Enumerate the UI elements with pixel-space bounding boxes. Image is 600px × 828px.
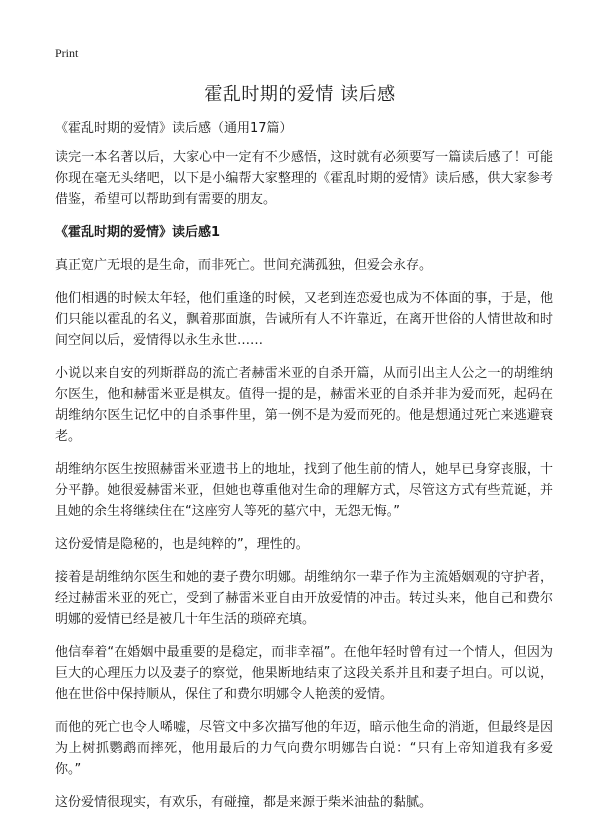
article-body: [55, 118, 553, 825]
paragraph: 这份爱情是隐秘的，也是纯粹的”，理性的。: [55, 537, 309, 552]
paragraph: 胡维纳尔医生按照赫雷米亚遗书上的地址，找到了他生前的情人，她早已身穿丧服，十分平静。她很爱赫雷米亚，但她也尊重他对生命的理解方式，尽管这方式有些荒诞，并且她的余生将继续住在“这座穷人等死的墓穴中，无怨无悔。”: [55, 462, 553, 519]
article-subtitle: 《霍乱时期的爱情》读后感（通用17篇）: [55, 121, 293, 136]
paragraph: 小说以来自安的列斯群岛的流亡者赫雷米亚的自杀开篇，从而引出主人公之一的胡维纳尔医生，他和赫雷米亚是棋友。值得一提的是，赫雷米亚的自杀并非为爱而死，起码在胡维纳尔医生记忆中的自杀事件里，第一例不是为爱而死的。他是想通过死亡来逃避衰老。: [55, 366, 553, 444]
paragraph: 他信奉着“在婚姻中最重要的是稳定，而非幸福”。在他年轻时曾有过一个情人，但因为巨大的心理压力以及妻子的察觉，他果断地结束了这段关系并且和妻子坦白。可以说，他在世俗中保持顺从，保住了和费尔明娜令人艳羡的爱情。: [55, 645, 553, 702]
paragraph: 他们相遇的时候太年轻，他们重逢的时候，又老到连恋爱也成为不体面的事，于是，他们只能以霍乱的名义，飘着那面旗，告诫所有人不许靠近，在离开世俗的人情世故和时间空间以后，爱情得以永生永世……: [55, 291, 553, 348]
paragraph: 接着是胡维纳尔医生和她的妻子费尔明娜。胡维纳尔一辈子作为主流婚姻观的守护者，经过赫雷米亚的死亡，受到了赫雷米亚自由开放爱情的冲击。转过头来，他自己和费尔明娜的爱情已经是被几十年生活的琐碎充填。: [55, 570, 553, 627]
paragraph: 真正宽广无垠的是生命，而非死亡。世间充满孤独，但爱会永存。: [55, 258, 433, 273]
section-heading: 《霍乱时期的爱情》读后感1: [55, 225, 221, 240]
intro-paragraph: 读完一本名著以后，大家心中一定有不少感悟，这时就有必须要写一篇读后感了！可能你现在毫无头绪吧，以下是小编帮大家整理的《霍乱时期的爱情》读后感，供大家参考借鉴，希望可以帮助到有需要的朋友。: [55, 150, 553, 207]
page-title: 霍乱时期的爱情 读后感: [204, 84, 396, 105]
paragraph: 而他的死亡也令人唏嘘，尽管文中多次描写他的年迈，暗示他生命的消逝，但最终是因为上树抓鹦鹉而摔死，他用最后的力气向费尔明娜告白说：“只有上帝知道我有多爱你。”: [55, 720, 553, 777]
print-link[interactable]: Print: [55, 46, 79, 60]
paragraph: 这份爱情很现实，有欢乐，有碰撞，都是来源于柴米油盐的黏腻。: [55, 795, 433, 810]
